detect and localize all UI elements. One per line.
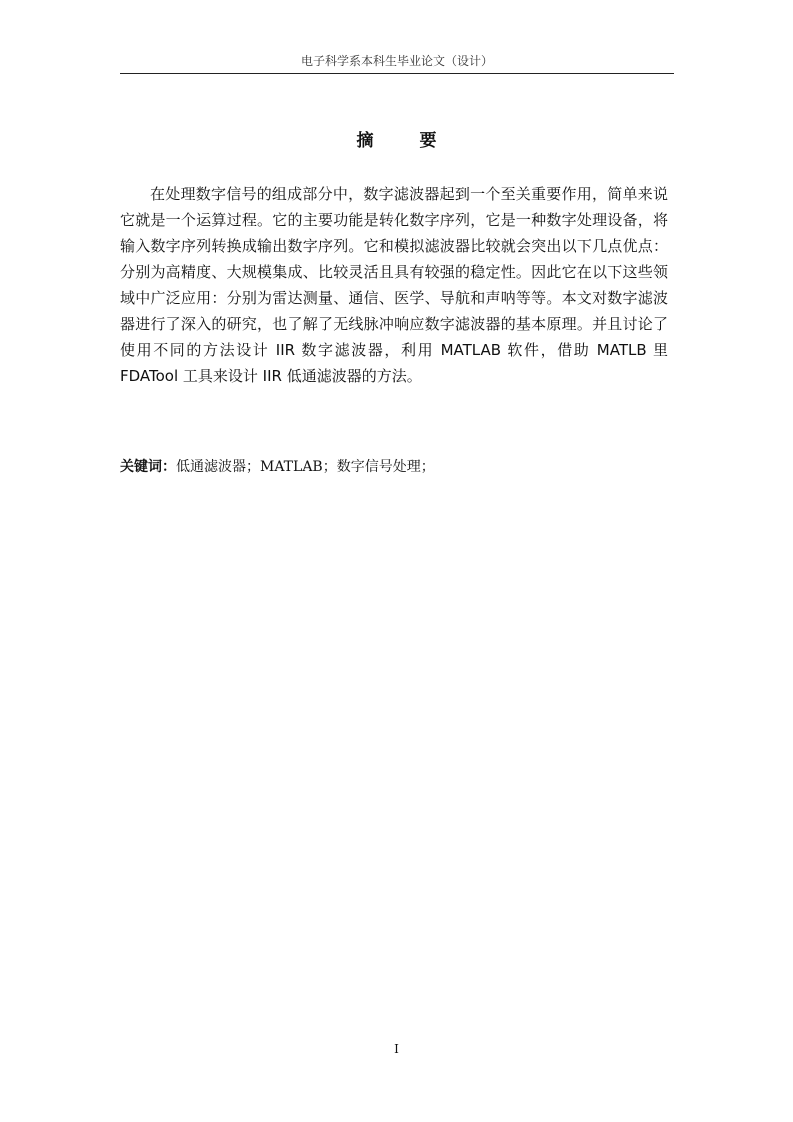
keywords-label: 关键词： [120, 459, 176, 475]
abstract-body: 在处理数字信号的组成部分中，数字滤波器起到一个至关重要作用，简单来说它就是一个运算过程。它的主要功能是转化数字序列，它是一种数字处理设备，将输入数字序列转换成输出数字序列。它和模拟滤波器比较就会突出以下几点优点：分别为高精度、大规模集成、比较灵活且具有较强的稳定性。因此它在以下这些领域中广泛应用：分别为雷达测量、通信、医学、导航和声呐等等。本文对数字滤波器进行了深入的研究，也了解了无线脉冲响应数字滤波器的基本原理。并且讨论了使用不同的方法设计 IIR 数字滤波器，利用 MATLAB 软件，借助 MATLB 里 FDATool 工具来设计 IIR 低通滤波器的方法。 [120, 185, 668, 385]
page-number: I [394, 1042, 399, 1056]
page-header [120, 52, 674, 74]
keywords-value: 低通滤波器；MATLAB；数字信号处理； [176, 459, 435, 475]
keywords-line [120, 456, 680, 478]
abstract-title: 摘 要 [356, 131, 457, 151]
header-text: 电子科学系本科生毕业论文（设计） [300, 54, 493, 68]
